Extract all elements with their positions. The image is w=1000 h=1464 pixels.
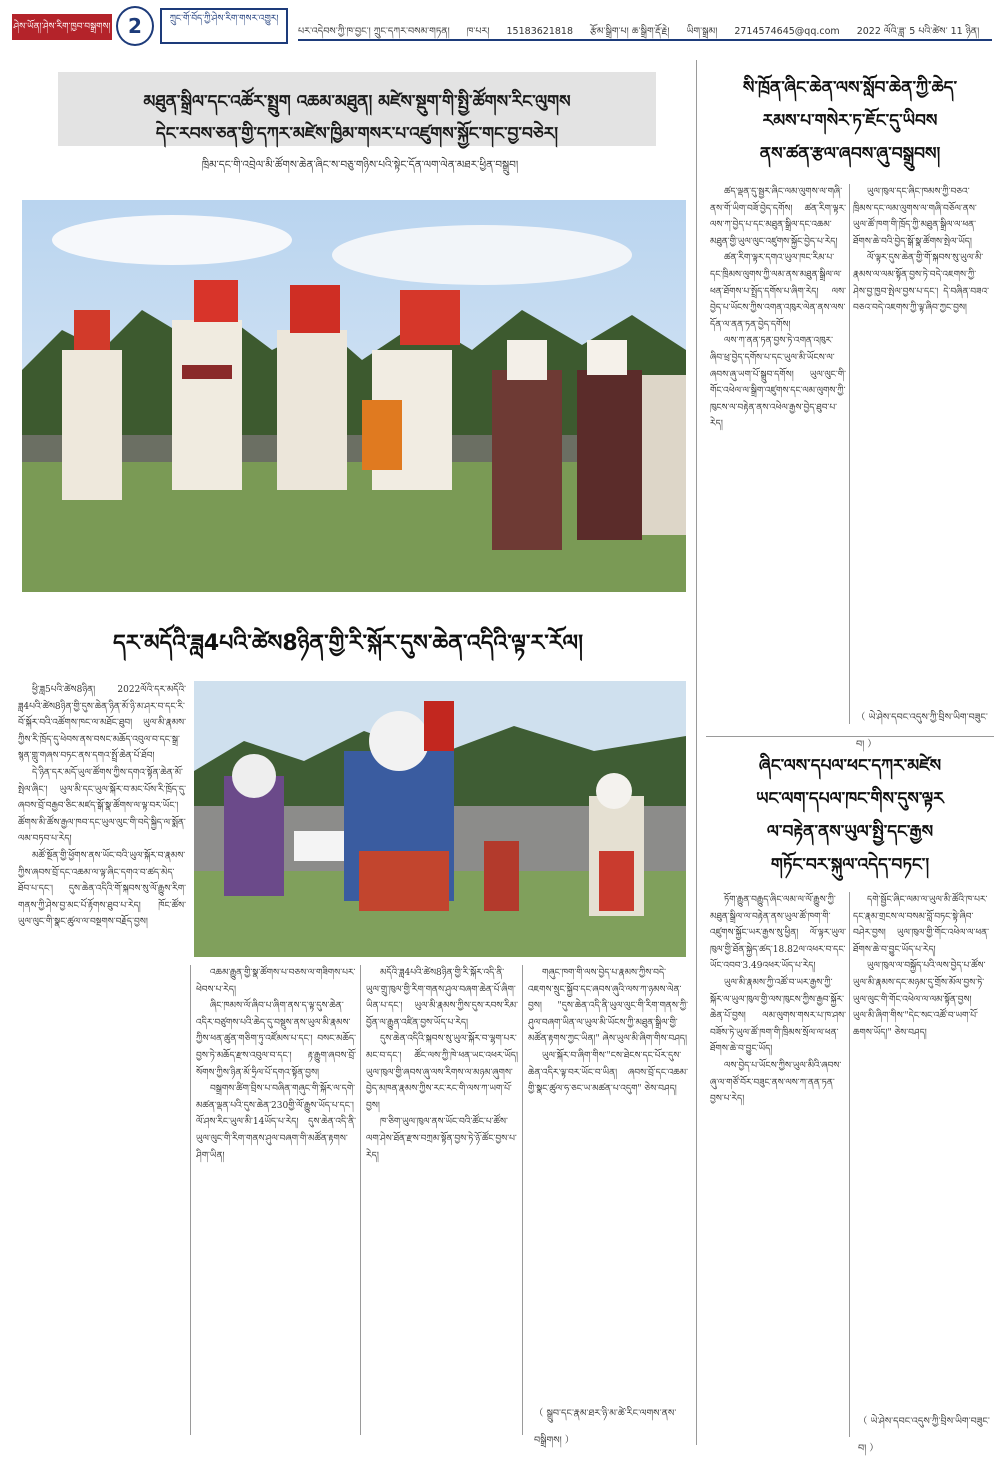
paragraph: ཏོག་རྒྱུན་བརྒྱུད་ཞིང་ལམ་ལ་ལོ་རྒྱུས་ཀྱི་མཐུན་སྒྲིལ་ལ་བརྟེན་ནས་ཡུལ་ཚོ་ཁག་གི་འཛུགས་སྐྱོང་ཡར་རྒྱས་སུ་ཕྱིན། ལོ་ལྟར་ཡུལ་ཁུལ་གྱི་ཐོན་སྐྱེད་ཚད་18.82ལ་འཕར་བ་དང་ཡོང་འབབ་3.49འཕར་ཡོད་པ་རེད།: [710, 895, 846, 972]
column-rule: [849, 892, 850, 1437]
article-column-10: [853, 892, 989, 1392]
article-column-1: [18, 682, 186, 1442]
subheadline: ཁྲིམ་དང་གི་འབྲེལ་མི་ཚོགས་ཆེན་ཞིང་ས་བཅུ་གཉིས་པའི་སྟེང་དོན་ལག་ལེན་མཐར་ཕྱིན་བསྒྲུབ།: [201, 159, 519, 171]
paragraph: ཞིང་ཁམས་ལོ་ཞིབ་པ་ཞིག་ནས་ད་ལྟ་དུས་ཆེན་འདིར་བཙུགས་པའི་ཆེད་དུ་བསྡུས་ནས་ཡུལ་མི་རྣམས་ཀྱིས་ཕན་ཚུན་གཅིག་ཏུ་འཛོམས་པ་དང་། བསང་མཆོད་བྱས་ཏེ་མཆོད་རྫས་འབུལ་བ་དང་། རྟ་རྒྱུག་ཞབས་བྲོ་སོགས་ཀྱིས་ཉིན་མོ་ཧྲིལ་པོ་དགའ་སྟོན་བྱས།: [196, 1001, 356, 1078]
phone-number: 15183621818: [506, 26, 574, 37]
section-label: ཤེས་ཡོན།་ཤེས་རིག་ཁྱབ་བསྒྲགས།: [12, 14, 112, 40]
column-rule: [522, 965, 523, 1435]
email-label: ཡིག་སྒྲམ།: [686, 26, 718, 37]
article-column-4: [528, 965, 688, 1395]
headline-line: གཏོང་བར་སྐུལ་འདེད་བཏང་།: [770, 855, 930, 875]
headline-line: ནས་ཚན་རྩལ་ཞབས་ཞུ་བསྒྲུབས།: [759, 144, 941, 164]
article-credit: （ ཡེ་ཤེས་དབང་འདུས་ཀྱི་བྲིས་ཡིག་བཟུང་བ། ）: [858, 1416, 990, 1454]
paragraph: དགེ་སྦྱོང་ཞིང་ལམ་ལ་ཡུལ་མི་ཚོའི་ཁ་པར་དང་རྣམ་གྲངས་ལ་བསམ་བློ་བཏང་སྟེ་ཞིབ་བཤེར་བྱས། ཡུལ་ཁུལ་གྱི་གོང་འཕེལ་ལ་ཕན་ཐོགས་ཆེ་བ་བྱུང་ཡོད་པ་རེད།: [853, 895, 989, 955]
email-address: 2714574645@qq.com: [734, 26, 840, 37]
paragraph: ཡུལ་མི་རྣམས་ཀྱི་འཚོ་བ་ཡར་རྒྱས་ཀྱི་སྐོར་ལ་ཡུལ་ཁུལ་གྱི་ལས་ཁུངས་ཀྱིས་རྒྱབ་སྐྱོར་ཆེན་པོ་བྱས། ལམ་ལུགས་གསར་པ་ཁ་ཤས་བཟོས་ཏེ་ཡུལ་ཚོ་ཁག་གི་ཁྲིམས་སྲོལ་ལ་ཕན་ཐོགས་ཆེ་བ་བྱུང་ཡོད།: [710, 977, 846, 1055]
article-column-7: [18, 1447, 19, 1448]
paragraph: ཚན་རིག་ལྟར་དགའ་ཡུལ་ཁང་རིམ་པ་དང་ཁྲིམས་ལུགས་ཀྱི་ལམ་ནས་མཐུན་སྒྲིལ་ལ་ཕན་ཐོགས་པ་སྤྲོད་དགོས་པ་ཞིག་རེད། ལས་བྱེད་པ་ཡོངས་ཀྱིས་འགན་འཁུར་ལེན་ནས་ལས་དོན་ལ་ནན་ཏན་བྱེད་དགོས།: [710, 253, 846, 330]
paragraph: མདོའི་ཟླ4པའི་ཚེས8ཉིན་གྱི་རི་སྐོར་འདི་ནི་ཡུལ་གྲུ་ཁུལ་གྱི་རིག་གནས་ཤུལ་བཞག་ཆེན་པོ་ཞིག་ཡིན་པ་དང་། ཡུལ་མི་རྣམས་ཀྱིས་དུས་རབས་རིམ་བྱོན་ལ་རྒྱུན་འཛིན་བྱས་ཡོད་པ་རེད།: [366, 968, 518, 1028]
article-column-5: [710, 184, 846, 724]
headline-box: [58, 72, 656, 146]
cham-dance-photo: [194, 681, 686, 957]
headline-line-1: མཐུན་སྒྲིལ་དང་འཚོར་སྤྲུག འཆམ་མཐུན། མཛེས་སྡུག་གི་སྤྱི་ཚོགས་རིང་ལུགས: [143, 92, 571, 112]
festival-headline: དར་མདོའི་ཟླ4པའི་ཚེས8ཉིན་གྱི་རི་སྐོར་དུས་ཆེན་འདིའི་ལྟ་ར་རོལ།: [113, 631, 583, 656]
paragraph: ལས་བྱེད་པ་ཡོངས་ཀྱིས་ཡུལ་མིའི་ཞབས་ཞུ་ལ་གཙོ་བོར་བཟུང་ནས་ལས་ཀ་ནན་ཏན་བྱས་པ་རེད།: [710, 1060, 842, 1105]
dancers-photo: [22, 200, 686, 592]
article-column-2: [196, 965, 356, 1440]
paragraph: ལས་ཀ་ནན་ཏན་བྱས་ཏེ་འགན་འཁུར་ཞིབ་ཕྲ་བྱེད་དགོས་པ་དང་ཡུལ་མི་ཡོངས་ལ་ཞབས་ཞུ་ཡག་པོ་སྒྲུབ་དགོས། ཡུལ་ལུང་གི་གོང་འཕེལ་ལ་སྒྲིག་འཛུགས་དང་ལམ་ལུགས་ཀྱི་ཁུངས་ལ་བརྟེན་ནས་འཕེལ་རྒྱས་བྱེད་ཐུབ་པ་རེད།: [710, 336, 846, 430]
paragraph: ཕྱི་ཟླ5པའི་ཚེས8ཉིན། 2022ལོའི་དར་མདོའི་ཟླ4པའི་ཚེས8ཉིན་གྱི་དུས་ཆེན་ཉིན་མོ་ཉི་མ་ཤར་བ་དང་རི་བོ་སྐོར་བའི་འཚོགས་ཁང་ལ་མཐོང་ཐུབ། ཡུལ་མི་རྣམས་ཀྱིས་རི་ཁྲོད་དུ་ཕེབས་ནས་བསང་མཆོད་འབུལ་བ་དང་སྒྲ་སྙན་གླུ་གཞས་བཏང་ནས་དགའ་སྤྲོ་ཆེན་པོ་ཐོབ།: [18, 685, 186, 762]
paragraph: དུས་ཆེན་འདིའི་སྐབས་སུ་ཡུལ་སྐོར་བ་ལྷག་པར་མང་བ་དང་། ཚོང་ལས་ཀྱི་ཁེ་ཕན་ཡང་འཕར་ཡོད། ཡུལ་ཁུལ་གྱི་ཞབས་ཞུ་ལས་རིགས་ལ་མཉམ་ཞུགས་བྱེད་མཁན་རྣམས་ཀྱིས་རང་རང་གི་ལས་ཀ་ཡག་པོ་བྱས།: [366, 1034, 518, 1111]
issue-date: 2022 ལོའི་ཟླ་ 5 པའི་ཚེས་ 11 ཉིན།: [856, 26, 980, 37]
phone-label: ཁ་པར།: [466, 26, 490, 37]
column-rule: [190, 965, 191, 1435]
right-headline-1: [710, 72, 990, 171]
masthead: [12, 6, 992, 46]
paragraph: དེ་ཉིན་དར་མདོ་ཡུལ་ཚོགས་ཀྱིས་དགའ་སྟོན་ཆེན་མོ་སྤེལ་ཞིང་། ཡུལ་མི་དང་ཡུལ་སྐོར་བ་མང་པོས་རི་ཁྲོད་དུ་ཞབས་བྲོ་བརྒྱབ་ཅིང་མཛད་སྒོ་སྣ་ཚོགས་ལ་ལྟ་བར་ཡོང་། ཚོགས་མི་ཚོས་རྒྱལ་ཁབ་དང་ཡུལ་ལུང་གི་བདེ་སྐྱིད་ལ་སྨོན་ལམ་བཏབ་པ་རེད།: [18, 767, 186, 845]
article-column-3: [366, 965, 518, 1440]
editor-label: པར་འདེབས་ཀྱི་ཁ་བྱང་། ཀྲུང་དཀར་བསམ་གཏན།: [298, 26, 450, 37]
paragraph: ལོ་ལྟར་དུས་ཆེན་གྱི་གོ་སྐབས་སུ་ཡུལ་མི་རྣམས་ལ་ལམ་སྟོན་བྱས་ཏེ་བདེ་འཇགས་ཀྱི་ཤེས་བྱ་ཁྱབ་སྤེལ་བྱས་པ་དང་། དེ་བཞིན་བཟའ་བཅའ་བདེ་འཇགས་ཀྱི་ལྟ་ཞིབ་ཀྱང་བྱས།: [853, 253, 989, 314]
paragraph: འཆམ་རྒྱུན་གྱི་སྣ་ཚོགས་པ་བཅས་ལ་གཟིགས་པར་ཕེབས་པ་རེད།: [196, 968, 356, 995]
right-headline-2: [710, 750, 990, 882]
page-number: 2: [116, 6, 154, 46]
headline-line: ཞིང་ལས་དཔལ་ཕང་དཀར་མཛེས: [758, 756, 942, 776]
paragraph: མཚོ་སྔོན་གྱི་ཕྱོགས་ནས་ཡོང་བའི་ཡུལ་སྐོར་བ་རྣམས་ཀྱིས་ཞབས་བྲོ་དང་འཆམ་ལ་ལྟ་ཞིང་དགའ་བ་ཚད་མེད་ཐོབ་པ་དང་། དུས་ཆེན་འདིའི་གོ་སྐབས་སུ་ལོ་རྒྱུས་རིག་གནས་ཀྱི་ཤེས་བྱ་མང་པོ་རྟོགས་ཐུབ་པ་རེད། ཁོང་ཚོས་ཡུལ་ལུང་གི་སྣང་ཚུལ་ལ་བསྔགས་བརྗོད་བྱས།: [18, 850, 186, 928]
paragraph: [20, 1447, 21, 1448]
article-credit: （ སྒྲུབ་དང་རྣམ་ཐར་ཉི་མ་ཚེ་རིང་ལགས་ནས་བསྒྲིགས། ）: [534, 1408, 677, 1446]
headline-line-2: དེང་རབས་ཅན་གྱི་དཀར་མཛེས་ཁྱིམ་གསར་པ་འཛུགས་སྐྱོང་གང་བྱ་བཅེར།: [155, 124, 559, 144]
paragraph: གཞུང་ཁག་གི་ལས་བྱེད་པ་རྣམས་ཀྱིས་བདེ་འཇགས་སྲུང་སྐྱོབ་དང་ཞབས་ཞུའི་ལས་ཀ་ཉམས་ལེན་བྱས། "དུས་ཆེན་འདི་ནི་ཡུལ་ལུང་གི་རིག་གནས་ཀྱི་ཤུལ་བཞག་ཡིན་ལ་ཡུལ་མི་ཡོངས་ཀྱི་མཐུན་སྒྲིལ་གྱི་མཚོན་རྟགས་ཀྱང་ཡིན།" ཞེས་ཡུལ་མི་ཞིག་གིས་བཤད།: [528, 968, 688, 1045]
article-separator: [706, 736, 994, 737]
headline-line: ཡང་ལག་དཔལ་ཁང་གིས་དུས་ལྟར: [756, 789, 944, 809]
paragraph: ཡུལ་ཁུལ་ལ་བསྐྱོད་པའི་ལས་བྱེད་པ་ཚོས་ཡུལ་མི་རྣམས་དང་མཉམ་དུ་གྲོས་མོལ་བྱས་ཏེ་ཡུལ་ལུང་གི་གོང་འཕེལ་ལ་ལམ་སྟོན་བྱས། ཡུལ་མི་ཞིག་གིས་"དེང་སང་འཚོ་བ་ཡག་པོ་ཆགས་ཡོད།" ཅེས་བཤད།: [853, 961, 986, 1038]
paragraph: ཡུལ་སྐོར་བ་ཞིག་གིས་"ངས་ཐེངས་དང་པོར་དུས་ཆེན་འདིར་ལྟ་བར་ཡོང་བ་ཡིན། ཞབས་བྲོ་དང་འཆམ་གྱི་སྣང་ཚུལ་ཧ་ཅང་ཡ་མཚན་པ་འདུག" ཅེས་བཤད།: [528, 1050, 688, 1095]
designer-label: རྩོམ་སྒྲིག་པ། ཆ་སྒྲིག་རྡོ་རྗེ།: [590, 26, 670, 37]
article-column-8: [20, 1447, 21, 1448]
headline-line: ལ་བརྟེན་ནས་ཡུལ་སྤྱི་དང་རྒྱས: [766, 822, 934, 842]
paragraph: ཡུལ་ཁུལ་དང་ཞིང་ཁམས་ཀྱི་བཅའ་ཁྲིམས་དང་ལམ་ལུགས་ལ་གཞི་བཅོལ་ནས་ཡུལ་ཚོ་ཁག་གི་ཁྲོད་ཀྱི་མཐུན་སྒྲིལ་ལ་ཕན་ཐོགས་ཆེ་བའི་བྱེད་སྒོ་སྣ་ཚོགས་སྤེལ་ཡོད།: [853, 187, 977, 247]
headline-line: སི་ཁྲོན་ཞིང་ཆེན་ལས་སློབ་ཆེན་ཀྱི་ཆེད་: [742, 78, 958, 98]
paragraph: ཚད་ལྡན་དུ་སྦྱར་ཞིང་ལམ་ལུགས་ལ་གཞི་ནས་གོ་ཡིག་བཟོ་བྱེད་དགོས། ཚན་རིག་ལྟར་ལས་ཀ་བྱེད་པ་དང་མཐུན་སྒྲིལ་དང་འཆམ་མཐུན་གྱི་ཡུལ་ལུང་འཛུགས་སྐྱོང་བྱེད་པ་རེད།: [710, 187, 846, 247]
paragraph: [18, 1447, 19, 1448]
column-rule: [849, 184, 850, 724]
article-credit: （ ཡེ་ཤེས་དབང་འདུས་ཀྱི་བྲིས་ཡིག་བཟུང་བ། ）: [856, 712, 988, 750]
section-divider: [696, 60, 697, 1445]
paper-name: ཀྲུང་གོ་བོད་ཀྱི་ཤེས་རིག་གསར་འགྱུར།: [160, 8, 288, 44]
headline-line: རམས་པ་གསེར་ཏ་ཇོང་དུ་ཡིབས: [762, 111, 938, 131]
article-column-6: [853, 184, 989, 724]
column-rule: [360, 965, 361, 1435]
paragraph: བསྒྲགས་ཚིག་བྲིས་པ་བཞིན་གཞུང་གི་སྐོར་ལ་དགེ་མཚན་ལྡན་པའི་དུས་ཆེན་230གྱི་ལོ་རྒྱུས་ཡོད་པ་དང་། ལོ་ཤས་རིང་ཡུལ་མི་14ཡོད་པ་རེད། དུས་ཆེན་འདི་ནི་ཡུལ་ལུང་གི་རིག་གནས་ཤུལ་བཞག་གི་མཚོན་རྟགས་ཤིག་ཡིན།: [196, 1084, 356, 1161]
masthead-rule: [298, 39, 992, 41]
paragraph: ཁ་ཅིག་ཡུལ་ཁུལ་ནས་ཡོང་བའི་ཚོང་པ་ཚོས་ལག་ཤེས་ཐོན་རྫས་བཀྲམ་སྟོན་བྱས་ཏེ་ཉོ་ཚོང་བྱས་པ་རེད།: [366, 1117, 517, 1161]
masthead-info: [298, 20, 992, 36]
article-column-9: [710, 892, 846, 1444]
